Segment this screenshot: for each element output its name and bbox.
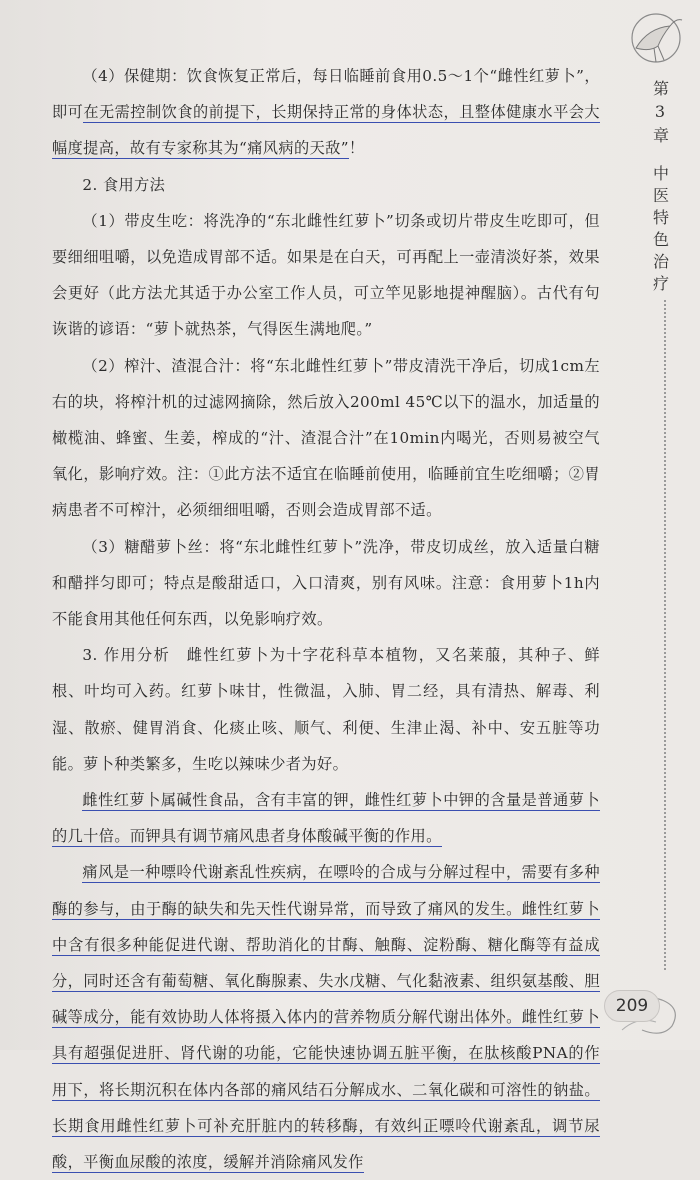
page-number: 209 <box>604 990 660 1022</box>
paragraph-maintenance <box>52 58 600 167</box>
paragraph-potassium <box>52 782 600 854</box>
underlined-text: 在无需控制饮食的前提下，长期保持正常的身体状态，且整体健康水平会大幅度提高，故有专家称其为“痛风病的天敌” <box>52 103 600 158</box>
chapter-title: 中医特色治疗 <box>650 165 670 297</box>
paragraph-gout <box>52 854 600 1180</box>
chapter-side-tab <box>638 80 682 297</box>
crane-logo-icon <box>618 8 688 72</box>
underlined-text: 痛风是一种嘌呤代谢紊乱性疾病，在嘌呤的合成与分解过程中，需要有多种酶的参与，由于酶的缺失和先天性代谢异常，而导致了痛风的发生。雌性红萝卜中含有很多种能促进代谢、帮助消化的甘酶、触酶、淀粉酶、糖化酶等有益成分，同时还含有葡萄糖、氧化酶腺素、失水戊糖、气化黏液素、组织氨基酸、胆碱等成分，能有效协助人体将摄入体内的营养物质分解代谢出体外。雌性红萝卜具有超强促进肝、肾代谢的功能，它能快速协调五脏平衡，在肽核酸PNA的作用下，将长期沉积在体内各部的痛风结石分解成水、二氧化碳和可溶性的钠盐。长期食用雌性红萝卜可补充肝脏内的转移酶，有效纠正嘌呤代谢紊乱，调节尿酸，平衡血尿酸的浓度，缓解并消除痛风发作 <box>52 863 600 1172</box>
text-span: （4）保健期：饮食恢复正常后，每日临睡前食用0.5～1个“雌性红萝卜”，即可 <box>52 67 600 122</box>
body-text <box>52 58 600 1180</box>
text-span: 雌性红萝卜为十字花科草本植物，又名莱菔，其种子、鲜根、叶均可入药。红萝卜味甘，性微温，入肺、胃二经，具有清热、解毒、利湿、散瘀、健胃消食、化痰止咳、顺气、利便、生津止渴、补中、安五脏等功能。萝卜种类繁多，生吃以辣味少者为好。 <box>52 646 600 773</box>
paragraph-analysis <box>52 637 600 782</box>
paragraph-method-2: （2）榨汁、渣混合汁：将“东北雌性红萝卜”带皮清洗干净后，切成1cm左右的块，将榨汁机的过滤网摘除，然后放入200ml 45℃以下的温水，加适量的橄榄油、蜂蜜、生姜，榨成的“汁、渣混合汁”在10min内喝光，否则易被空气氧化，影响疗效。注：①此方法不适宜在临睡前使用，临睡前宜生吃细嚼；②胃病患者不可榨汁，必须细细咀嚼，否则会造成胃部不适。 <box>52 356 600 520</box>
section-heading-method: 2. 食用方法 <box>82 175 166 194</box>
chapter-number: 第3章 <box>650 80 670 149</box>
paragraph-method-3: （3）糖醋萝卜丝：将“东北雌性红萝卜”洗净，带皮切成丝，放入适量白糖和醋拌匀即可；特点是酸甜适口，入口清爽，别有风味。注意：食用萝卜1h内不能食用其他任何东西，以免影响疗效。 <box>52 537 600 629</box>
section-heading-analysis: 3. 作用分析 <box>82 646 171 665</box>
text-span: ！ <box>348 139 365 158</box>
underlined-text: 雌性红萝卜属碱性食品，含有丰富的钾，雌性红萝卜中钾的含量是普通萝卜的几十倍。而钾具有调节痛风患者身体酸碱平衡的作用。 <box>52 791 600 846</box>
paragraph-method-1: （1）带皮生吃：将洗净的“东北雌性红萝卜”切条或切片带皮生吃即可，但要细细咀嚼，以免造成胃部不适。如果是在白天，可再配上一壶清淡好茶，效果会更好（此方法尤其适于办公室工作人员，可立竿见影地提神醒脑）。古代有句诙谐的谚语：“萝卜就热茶，气得医生满地爬。” <box>52 211 600 339</box>
side-dotted-rule <box>664 300 666 970</box>
